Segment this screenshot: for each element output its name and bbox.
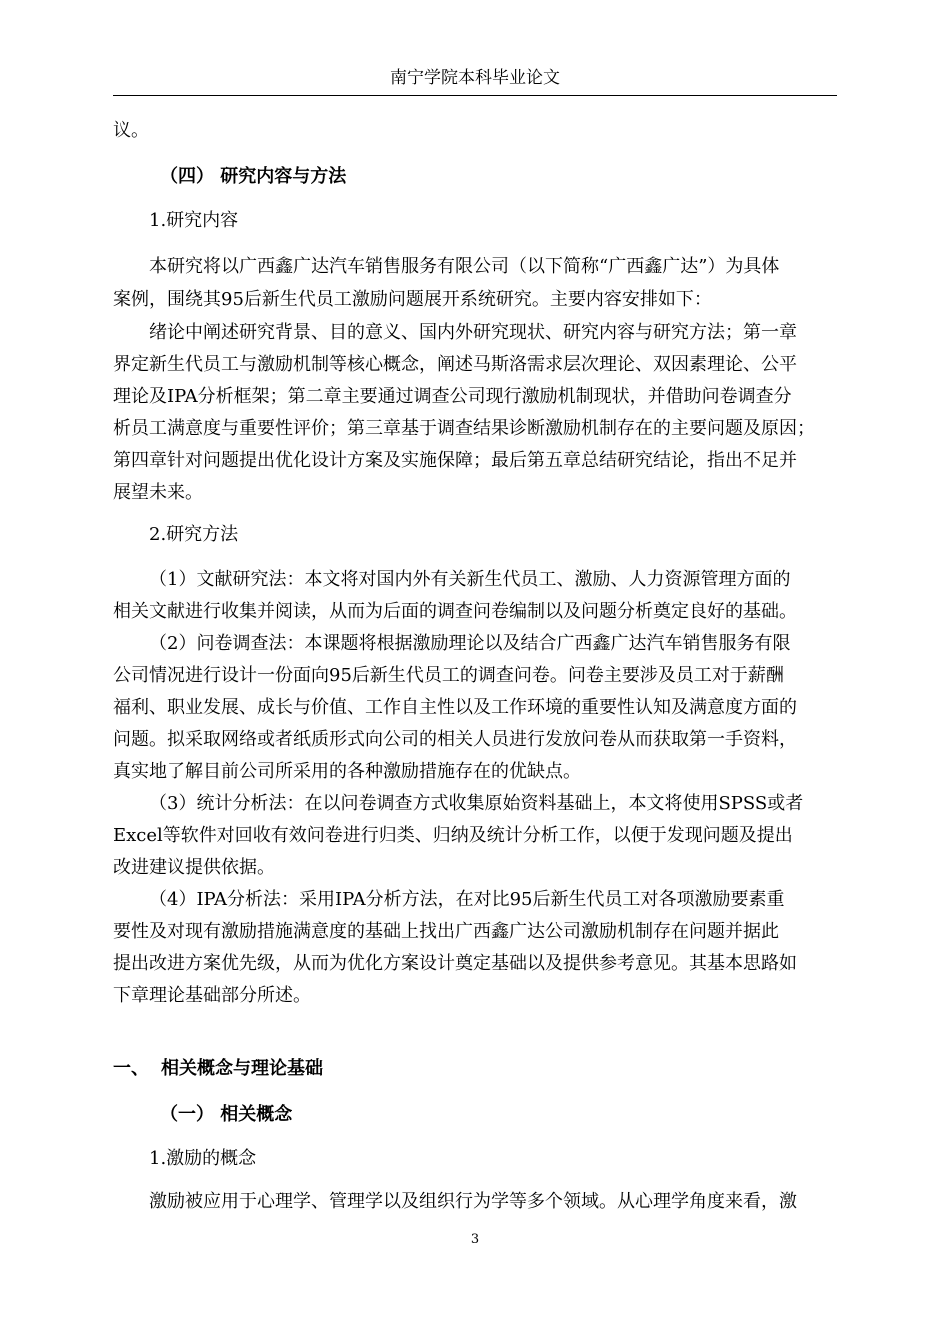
paragraph-line: 本研究将以广西鑫广达汽车销售服务有限公司（以下简称“广西鑫广达”）为具体: [149, 256, 780, 277]
paragraph-line: 提出改进方案优先级，从而为优化方案设计奠定基础以及提供参考意见。其基本思路如: [113, 953, 797, 974]
paragraph-line: 真实地了解目前公司所采用的各种激励措施存在的优缺点。: [113, 761, 581, 782]
paragraph-line: 改进建议提供依据。: [113, 857, 275, 878]
subsection-heading: 2.研究方法: [149, 524, 239, 545]
paragraph-line: （4）IPA分析法：采用IPA分析方法，在对比95后新生代员工对各项激励要素重: [149, 889, 785, 910]
paragraph-line: 理论及IPA分析框架；第二章主要通过调查公司现行激励机制现状，并借助问卷调查分: [113, 386, 792, 407]
paragraph-line: （3）统计分析法：在以问卷调查方式收集原始资料基础上，本文将使用SPSS或者: [149, 793, 804, 814]
paragraph-line: 绪论中阐述研究背景、目的意义、国内外研究现状、研究内容与研究方法；第一章: [149, 322, 797, 343]
paragraph-line: 议。: [113, 120, 149, 141]
chapter-heading: [113, 1056, 843, 1082]
paragraph-line: Excel等软件对回收有效问卷进行归类、归纳及统计分析工作，以便于发现问题及提出: [113, 825, 793, 846]
paragraph-line: 相关文献进行收集并阅读，从而为后面的调查问卷编制以及问题分析奠定良好的基础。: [113, 601, 797, 622]
section-heading: （一） 相关概念: [160, 1104, 293, 1125]
paragraph-line: 展望未来。: [113, 482, 203, 503]
paragraph-line: 福利、职业发展、成长与价值、工作自主性以及工作环境的重要性认知及满意度方面的: [113, 697, 797, 718]
paragraph-line: 第四章针对问题提出优化设计方案及实施保障；最后第五章总结研究结论，指出不足并: [113, 450, 797, 471]
chapter-title: 相关概念与理论基础: [161, 1058, 323, 1079]
running-header: 南宁学院本科毕业论文: [113, 62, 837, 96]
paragraph-line: 问题。拟采取网络或者纸质形式向公司的相关人员进行发放问卷从而获取第一手资料，: [113, 729, 797, 750]
paragraph-line: 下章理论基础部分所述。: [113, 985, 311, 1006]
paragraph-line: （1）文献研究法：本文将对国内外有关新生代员工、激励、人力资源管理方面的: [149, 569, 791, 590]
subsection-heading: 1.研究内容: [149, 210, 239, 231]
paragraph-line: 公司情况进行设计一份面向95后新生代员工的调查问卷。问卷主要涉及员工对于薪酬: [113, 665, 784, 686]
paragraph-line: （2）问卷调查法：本课题将根据激励理论以及结合广西鑫广达汽车销售服务有限: [149, 633, 791, 654]
subsection-heading: 1.激励的概念: [149, 1148, 257, 1169]
paragraph-line: 界定新生代员工与激励机制等核心概念，阐述马斯洛需求层次理论、双因素理论、公平: [113, 354, 797, 375]
paragraph-line: 激励被应用于心理学、管理学以及组织行为学等多个领域。从心理学角度来看，激: [149, 1191, 797, 1212]
page-number: 3: [470, 1232, 480, 1247]
chapter-number: 一、: [113, 1058, 149, 1079]
paragraph-line: 要性及对现有激励措施满意度的基础上找出广西鑫广达公司激励机制存在问题并据此: [113, 921, 779, 942]
paragraph-line: 案例，围绕其95后新生代员工激励问题展开系统研究。主要内容安排如下：: [113, 289, 712, 310]
section-heading: （四） 研究内容与方法: [160, 166, 347, 187]
paragraph-line: 析员工满意度与重要性评价；第三章基于调查结果诊断激励机制存在的主要问题及原因；: [113, 418, 815, 439]
